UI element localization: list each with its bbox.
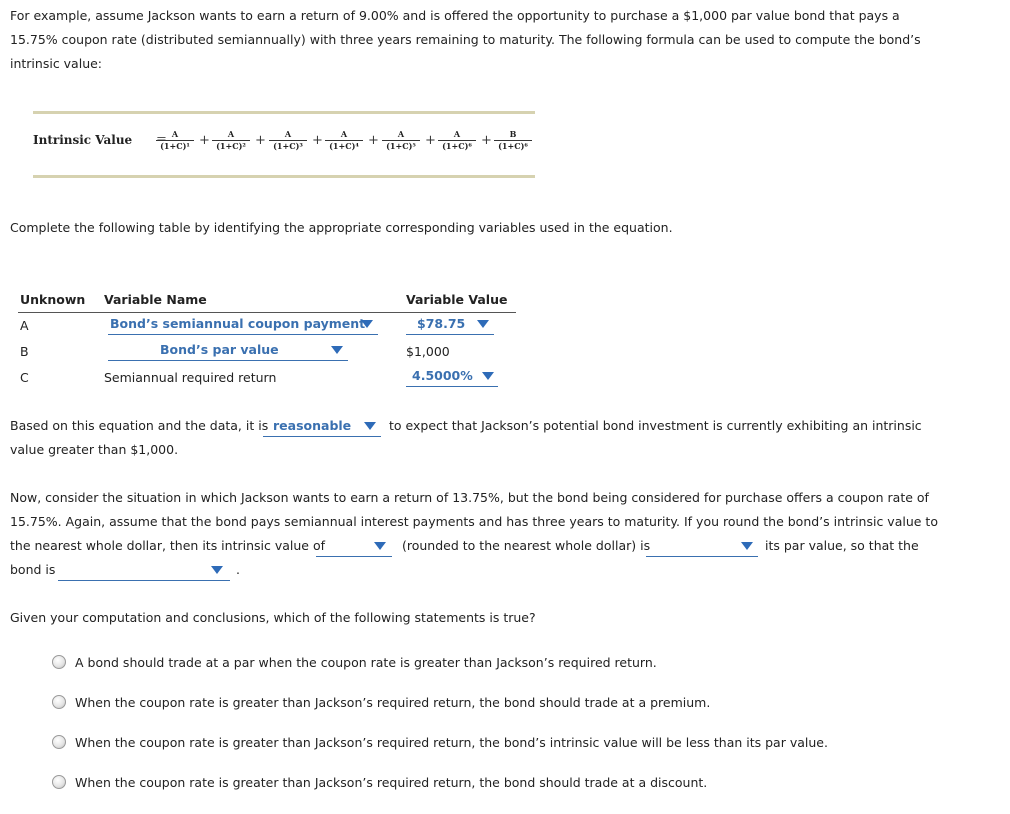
- term-denominator: (1+C)³: [273, 141, 303, 151]
- radio-option-2[interactable]: [52, 695, 66, 709]
- formula-term-4: [325, 129, 363, 152]
- term-numerator: A: [212, 129, 250, 141]
- term-denominator: (1+C)²: [216, 141, 246, 151]
- term-numerator: A: [382, 129, 420, 141]
- plus-sign: +: [312, 133, 323, 148]
- option-4-label[interactable]: When the coupon rate is greater than Jackson’s required return, the bond should trade at a discount.: [75, 775, 708, 790]
- formula-term-6: [438, 129, 476, 152]
- formula-term-2: [212, 129, 250, 152]
- chevron-down-icon: [331, 346, 343, 354]
- term-numerator: A: [269, 129, 307, 141]
- radio-option-1[interactable]: [52, 655, 66, 669]
- scenario-line-4a: bond is: [10, 562, 56, 577]
- row-b-unknown: B: [20, 344, 29, 359]
- radio-option-3[interactable]: [52, 735, 66, 749]
- plus-sign: +: [425, 133, 436, 148]
- formula-term-5: [382, 129, 420, 152]
- intrinsic-value-formula: [33, 111, 535, 178]
- chevron-down-icon: [361, 320, 373, 328]
- formula-term-3: [269, 129, 307, 152]
- chevron-down-icon: [477, 320, 489, 328]
- formula-term-7: [494, 129, 532, 152]
- scenario-line-3b: (rounded to the nearest whole dollar) is: [402, 538, 651, 553]
- reasonable-dropdown[interactable]: [263, 418, 381, 437]
- row-a-unknown: A: [20, 318, 29, 333]
- option-2-label[interactable]: When the coupon rate is greater than Jackson’s required return, the bond should trade at a premium.: [75, 695, 711, 710]
- chevron-down-icon: [211, 566, 223, 574]
- intrinsic-value-dropdown[interactable]: [316, 538, 392, 557]
- chevron-down-icon: [364, 422, 376, 430]
- intro-line-1: For example, assume Jackson wants to earn a return of 9.00% and is offered the opportunity to purchase a $1,000 par value bond that pays a: [10, 8, 900, 23]
- chevron-down-icon: [741, 542, 753, 550]
- variable-value-dropdown-c[interactable]: [406, 368, 498, 387]
- term-numerator: A: [156, 129, 194, 141]
- option-3-label[interactable]: When the coupon rate is greater than Jackson’s required return, the bond’s intrinsic value will be less than its par value.: [75, 735, 828, 750]
- scenario-line-2: 15.75%. Again, assume that the bond pays semiannual interest payments and has three years to maturity. If you round the bond’s intrinsic value to: [10, 514, 938, 529]
- term-numerator: B: [494, 129, 532, 141]
- variable-name-dropdown-a[interactable]: [108, 316, 378, 335]
- header-unknown: Unknown: [20, 292, 86, 307]
- term-denominator: (1+C)⁴: [329, 141, 359, 151]
- table-header-divider: [18, 312, 516, 313]
- scenario-line-3a: the nearest whole dollar, then its intrinsic value of: [10, 538, 326, 553]
- plus-sign: +: [255, 133, 266, 148]
- reasonable-text-after: to expect that Jackson’s potential bond investment is currently exhibiting an intrinsic: [389, 418, 922, 433]
- plus-sign: +: [481, 133, 492, 148]
- comparison-dropdown[interactable]: [646, 538, 758, 557]
- intro-line-2: 15.75% coupon rate (distributed semiannually) with three years remaining to maturity. The following formula can be used to compute the bond’s: [10, 32, 921, 47]
- option-1-label[interactable]: A bond should trade at a par when the coupon rate is greater than Jackson’s required return.: [75, 655, 657, 670]
- term-numerator: A: [438, 129, 476, 141]
- term-denominator: (1+C)⁵: [386, 141, 416, 151]
- row-c-unknown: C: [20, 370, 29, 385]
- term-numerator: A: [325, 129, 363, 141]
- row-c-name: Semiannual required return: [104, 370, 277, 385]
- row-b-value: $1,000: [406, 344, 450, 359]
- plus-sign: +: [199, 133, 210, 148]
- bond-trading-dropdown[interactable]: [58, 562, 230, 581]
- term-denominator: (1+C)⁶: [442, 141, 472, 151]
- plus-sign: +: [368, 133, 379, 148]
- reasonable-text-line-2: value greater than $1,000.: [10, 442, 179, 457]
- reasonable-text-before: Based on this equation and the data, it is: [10, 418, 269, 433]
- table-instruction: Complete the following table by identifying the appropriate corresponding variables used in the equation.: [10, 220, 673, 235]
- scenario-line-4b: .: [236, 562, 240, 577]
- term-denominator: (1+C)¹: [160, 141, 190, 151]
- question-text: Given your computation and conclusions, which of the following statements is true?: [10, 610, 536, 625]
- radio-option-4[interactable]: [52, 775, 66, 789]
- formula-label: Intrinsic Value: [33, 133, 133, 147]
- intro-line-3: intrinsic value:: [10, 56, 103, 71]
- term-denominator: (1+C)⁶: [498, 141, 528, 151]
- chevron-down-icon: [482, 372, 494, 380]
- formula-term-1: [156, 129, 194, 152]
- header-variable-value: Variable Value: [406, 292, 508, 307]
- dropdown-selected-text: Bond’s par value: [160, 342, 279, 357]
- variable-value-dropdown-a[interactable]: [406, 316, 494, 335]
- dropdown-selected-text: $78.75: [417, 316, 466, 331]
- chevron-down-icon: [374, 542, 386, 550]
- scenario-line-1: Now, consider the situation in which Jackson wants to earn a return of 13.75%, but the bond being considered for purchase offers a coupon rate of: [10, 490, 929, 505]
- scenario-line-3c: its par value, so that the: [765, 538, 919, 553]
- dropdown-selected-text: 4.5000%: [412, 368, 473, 383]
- formula-equals: =: [156, 132, 167, 147]
- dropdown-selected-text: reasonable: [273, 418, 352, 433]
- variable-name-dropdown-b[interactable]: [108, 342, 348, 361]
- header-variable-name: Variable Name: [104, 292, 207, 307]
- dropdown-selected-text: Bond’s semiannual coupon payment: [110, 316, 366, 331]
